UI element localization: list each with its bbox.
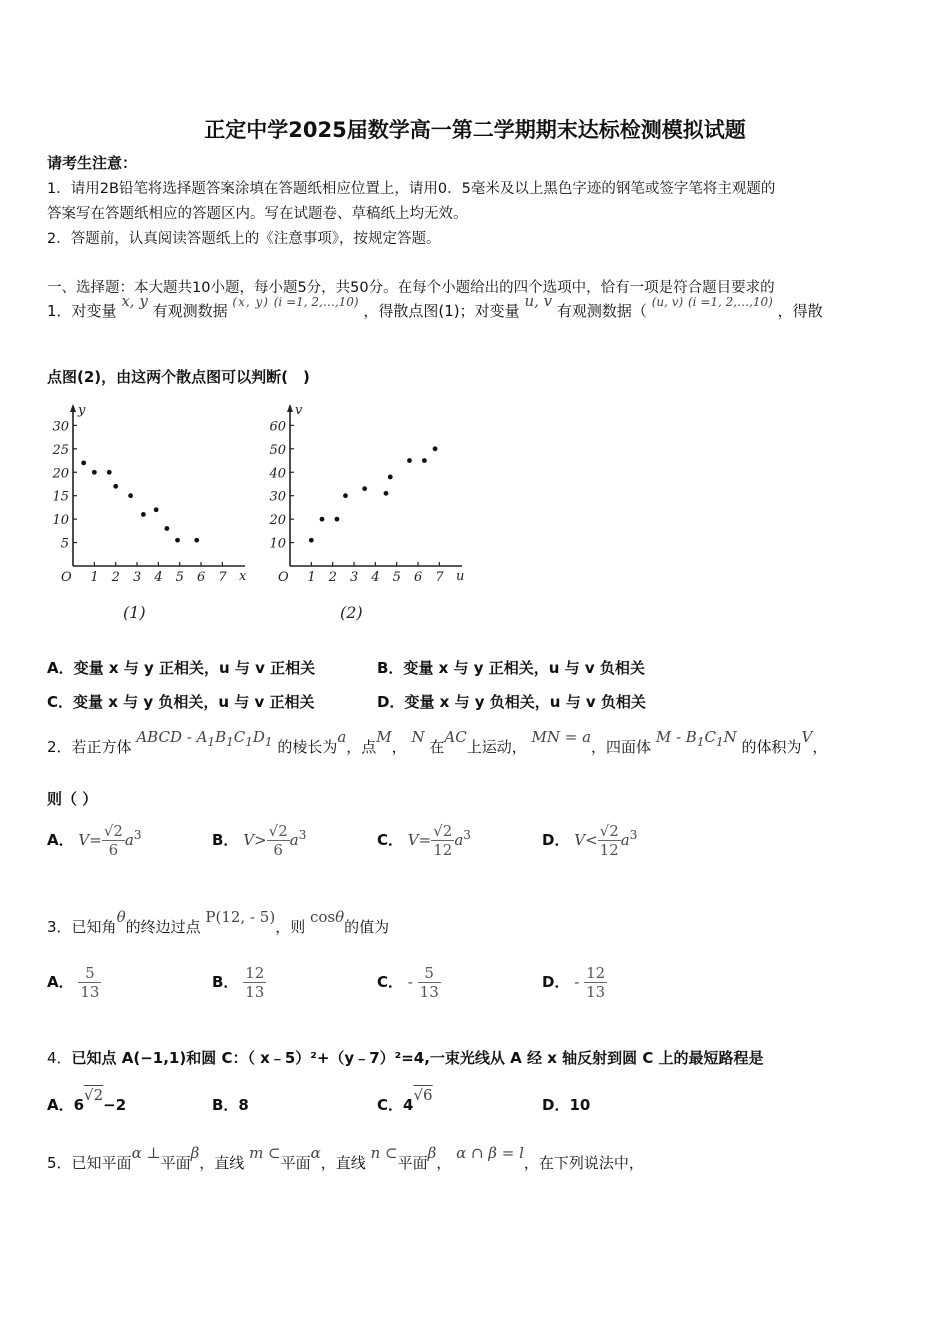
y-tick-label: 30 bbox=[269, 489, 286, 505]
x-tick-label: 6 bbox=[414, 570, 423, 585]
q1-option-a[interactable]: A．变量 x 与 y 正相关，u 与 v 正相关 bbox=[47, 659, 316, 677]
question-2: 2．若正方体 ABCD - $A_1B_1C_1D_1$ 的棱长为a，点M， N 在AC上运动， MN = a，四面体 M - $B_1C_1N$ 的体积为V， bbox=[47, 728, 828, 756]
x-axis-label: x bbox=[239, 569, 247, 584]
q1-option-b[interactable]: B．变量 x 与 y 正相关，u 与 v 负相关 bbox=[377, 659, 645, 677]
y-tick-label: 5 bbox=[60, 536, 69, 552]
scatter-point bbox=[92, 470, 97, 475]
question-4: 4．已知点 A(−1,1)和圆 C：（ x﹣5）²+（y﹣7）²=4,一束光线从 A 经 x 轴反射到圆 C 上的最短路程是 bbox=[47, 1049, 764, 1067]
question-1 bbox=[47, 292, 823, 321]
q1-option-d[interactable]: D．变量 x 与 y 负相关，u 与 v 负相关 bbox=[377, 693, 646, 711]
q1-text-2: 有观测数据 bbox=[152, 302, 228, 320]
scatter-point bbox=[107, 470, 112, 475]
scatter-point bbox=[335, 517, 340, 522]
q3-option-a[interactable]: A． $\frac{5}{13}$ bbox=[47, 964, 100, 1001]
x-tick-label: 5 bbox=[392, 570, 401, 585]
q1-option-c[interactable]: C．变量 x 与 y 负相关，u 与 v 正相关 bbox=[47, 693, 315, 711]
q1-text-1: 对变量 bbox=[71, 302, 117, 320]
origin-label: O bbox=[61, 570, 72, 585]
y-tick-label: 10 bbox=[269, 536, 286, 552]
scatter-point bbox=[194, 538, 199, 543]
question-3: 3．已知角θ的终边过点 P(12, - 5)，则 cosθ的值为 bbox=[47, 908, 390, 936]
x-tick-label: 5 bbox=[175, 570, 184, 585]
scatter-point bbox=[433, 446, 438, 451]
q2-line-2: 则（ ） bbox=[47, 790, 98, 808]
q2-option-d[interactable]: D． V< $\frac{√2}{12}$ $a^3$ bbox=[542, 822, 638, 859]
page-title: 正定中学2025届数学高一第二学期期末达标检测模拟试题 bbox=[204, 118, 746, 142]
x-tick-label: 2 bbox=[328, 570, 337, 585]
notice-line-1: 1．请用2B铅笔将选择题答案涂填在答题纸相应位置上，请用0．5毫米及以上黑色字迹的钢笔或签字笔将主观题的 bbox=[47, 181, 776, 197]
x-axis-label: u bbox=[456, 569, 465, 584]
section-heading: 一、选择题：本大题共10小题，每小题5分，共50分。在每个小题给出的四个选项中，恰有一项是符合题目要求的 bbox=[47, 280, 775, 296]
q4-option-c[interactable]: C．4√6 bbox=[377, 1086, 433, 1114]
q3-option-b[interactable]: B． $\frac{12}{13}$ bbox=[212, 964, 265, 1001]
q1-text-4: 有观测数据（ bbox=[556, 302, 647, 320]
x-tick-label: 3 bbox=[350, 570, 359, 585]
y-tick-label: 10 bbox=[52, 513, 69, 529]
plot-caption: (2) bbox=[340, 603, 363, 622]
q4-option-d[interactable]: D．10 bbox=[542, 1096, 591, 1114]
x-tick-label: 7 bbox=[218, 570, 227, 585]
q1-number: 1． bbox=[47, 302, 72, 320]
q3-option-c[interactable]: C． - $\frac{5}{13}$ bbox=[377, 964, 439, 1001]
q4-option-a[interactable]: A．6√2−2 bbox=[47, 1086, 127, 1114]
y-tick-label: 30 bbox=[52, 419, 69, 435]
q1-index-2: (i =1, 2,…,10) bbox=[688, 295, 773, 309]
q2-cube: ABCD - $A_1B_1C_1D_1$ bbox=[136, 728, 273, 749]
q1-index-1: (i =1, 2,…,10) bbox=[273, 295, 359, 309]
q1-text-3: ，得散点图(1)；对变量 bbox=[363, 302, 520, 320]
y-tick-label: 25 bbox=[52, 442, 69, 458]
scatter-point bbox=[141, 512, 146, 517]
q1-data-1: (x, y) bbox=[232, 295, 269, 309]
q2-option-a[interactable]: A． V= $\frac{√2}{6}$ $a^3$ bbox=[47, 822, 142, 859]
y-tick-label: 20 bbox=[269, 513, 286, 529]
scatter-point bbox=[175, 538, 180, 543]
scatter-point bbox=[362, 486, 367, 491]
origin-label: O bbox=[278, 570, 289, 585]
q1-data-2: (u, v) bbox=[651, 295, 684, 309]
y-axis-label: y bbox=[78, 403, 86, 418]
scatter-plot-1 bbox=[45, 398, 250, 633]
x-tick-label: 4 bbox=[371, 570, 380, 585]
scatter-point bbox=[81, 460, 86, 465]
notice-line-2: 答案写在答题纸相应的答题区内。写在试题卷、草稿纸上均无效。 bbox=[47, 206, 468, 222]
q4-option-b[interactable]: B．8 bbox=[212, 1096, 249, 1114]
scatter-point bbox=[309, 538, 314, 543]
scatter-plot-2 bbox=[262, 398, 467, 633]
y-tick-label: 15 bbox=[52, 489, 69, 505]
x-tick-label: 7 bbox=[435, 570, 444, 585]
q1-uv: u, v bbox=[524, 292, 553, 310]
scatter-point bbox=[388, 475, 393, 480]
x-tick-label: 1 bbox=[90, 570, 99, 585]
scatter-point bbox=[320, 517, 325, 522]
x-tick-label: 2 bbox=[111, 570, 120, 585]
x-tick-label: 4 bbox=[154, 570, 163, 585]
y-axis-arrow bbox=[287, 404, 293, 412]
question-5: 5．已知平面α ⊥平面β，直线 m ⊂平面α，直线 n ⊂平面β， α ∩ β = l，在下列说法中， bbox=[47, 1144, 644, 1172]
y-tick-label: 60 bbox=[269, 419, 286, 435]
scatter-point bbox=[128, 493, 133, 498]
x-tick-label: 6 bbox=[197, 570, 206, 585]
y-tick-label: 20 bbox=[52, 466, 69, 482]
y-tick-label: 50 bbox=[269, 442, 286, 458]
scatter-point bbox=[384, 491, 389, 496]
scatter-point bbox=[343, 493, 348, 498]
notice-line-3: 2．答题前，认真阅读答题纸上的《注意事项》，按规定答题。 bbox=[47, 231, 441, 247]
q1-xy: x, y bbox=[121, 292, 148, 310]
q1-line-2: 点图(2)，由这两个散点图可以判断( ) bbox=[47, 368, 310, 386]
y-axis-arrow bbox=[70, 404, 76, 412]
q2-option-b[interactable]: B． V> $\frac{√2}{6}$ $a^3$ bbox=[212, 822, 307, 859]
scatter-point bbox=[407, 458, 412, 463]
x-tick-label: 1 bbox=[307, 570, 316, 585]
q2-tetra: M - $B_1C_1N$ bbox=[655, 728, 737, 749]
notice-heading: 请考生注意： bbox=[47, 154, 138, 172]
q3-option-d[interactable]: D． - $\frac{12}{13}$ bbox=[542, 964, 606, 1001]
scatter-point bbox=[154, 507, 159, 512]
y-axis-label: v bbox=[295, 403, 303, 418]
scatter-point bbox=[422, 458, 427, 463]
q2-option-c[interactable]: C． V= $\frac{√2}{12}$ $a^3$ bbox=[377, 822, 471, 859]
plot-caption: (1) bbox=[123, 603, 146, 622]
scatter-point bbox=[113, 484, 118, 489]
x-tick-label: 3 bbox=[133, 570, 142, 585]
y-tick-label: 40 bbox=[269, 466, 286, 482]
q1-text-5: ，得散 bbox=[777, 302, 823, 320]
scatter-point bbox=[164, 526, 169, 531]
